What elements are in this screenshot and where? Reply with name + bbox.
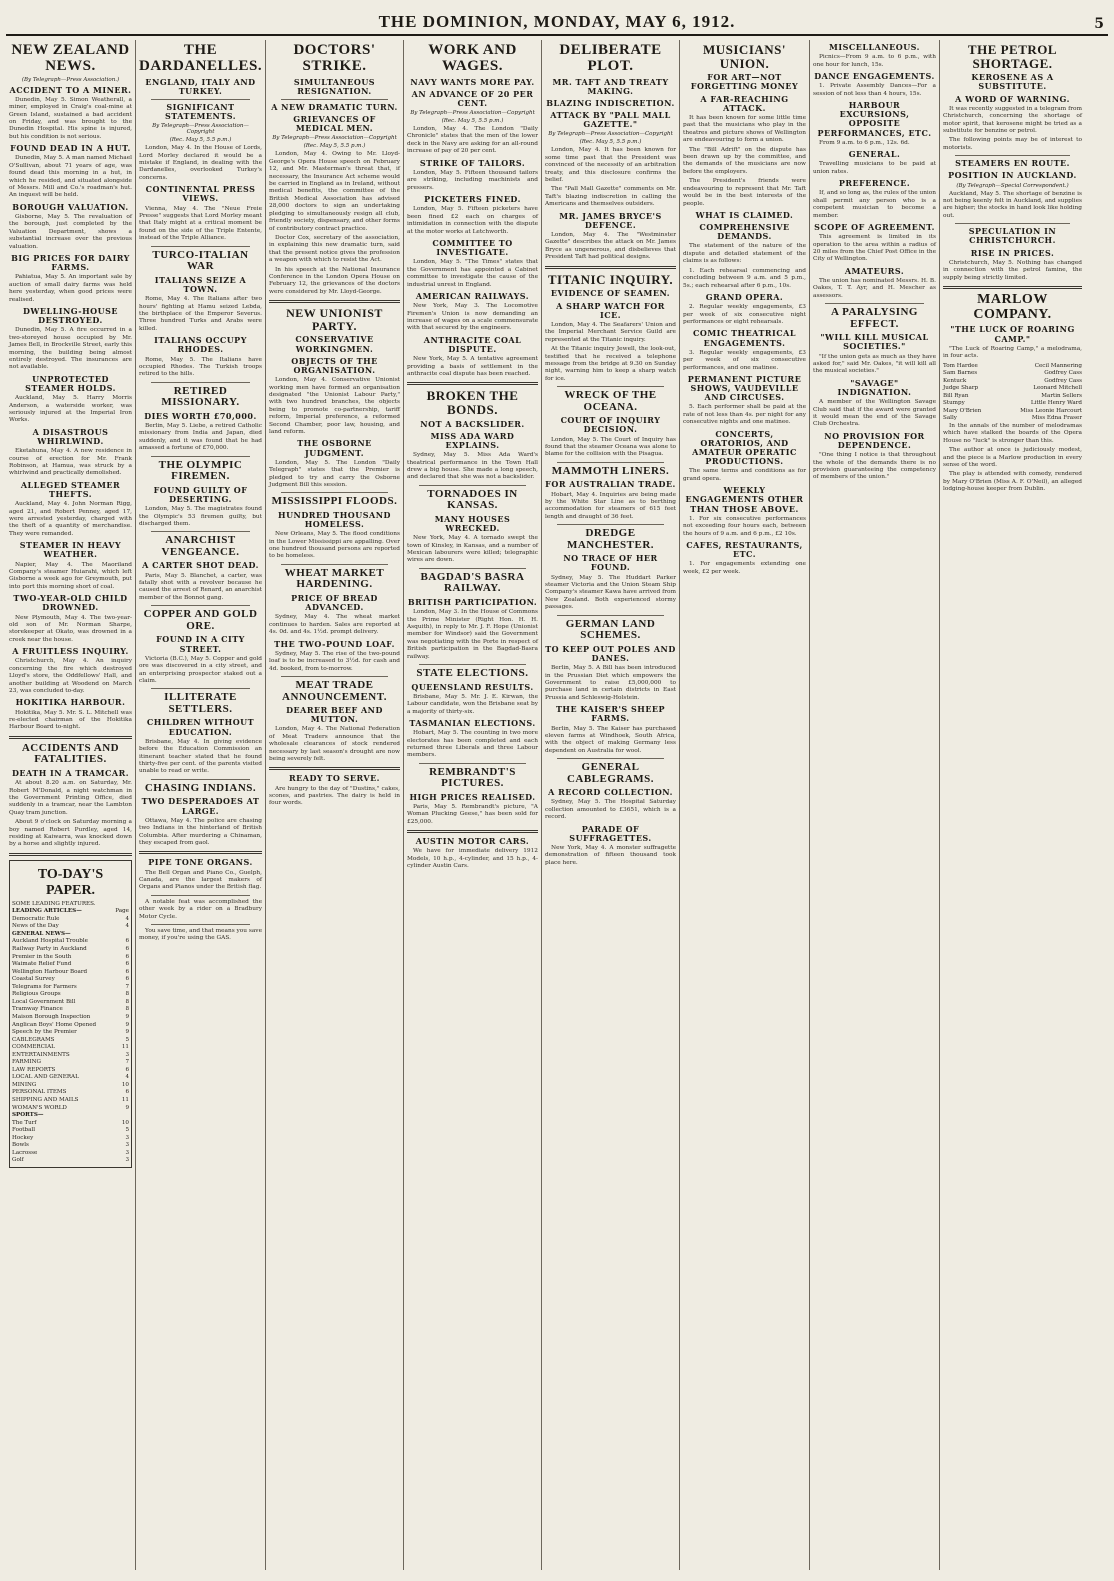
subhead: A FAR-REACHING ATTACK. bbox=[700, 93, 789, 113]
cast-list bbox=[943, 363, 1082, 423]
headline-anarchist: ANARCHIST VENGEANCE. bbox=[161, 534, 240, 558]
article-text: Hobart, May 4. Inquiries are being made by the White Star Line as to berthing accommodation for steamers of 615 feet length and draught of 36 feet. bbox=[545, 491, 676, 520]
subhead: MR. TAFT AND TREATY MAKING. bbox=[552, 76, 669, 96]
subhead: NO TRACE OF HER FOUND. bbox=[563, 553, 658, 573]
subhead: "WILL KILL MUSICAL SOCIETIES." bbox=[820, 332, 929, 352]
subhead: MISCELLANEOUS. bbox=[829, 42, 920, 52]
article-text: Pahiatua, May 5. An important sale by auction of small dairy farms was held here yesterday, when good prices were realised. bbox=[9, 274, 132, 303]
headline-accidents: ACCIDENTS AND FATALITIES. bbox=[21, 741, 120, 766]
article-text: The same terms and conditions as for grand opera. bbox=[683, 468, 806, 482]
index-row[interactable]: Telegrams for Farmers 7 bbox=[12, 983, 129, 990]
column-dardanelles bbox=[136, 40, 266, 1570]
article-text: London, May 5. The London "Daily Telegraph" states that the Premier is pledged to try and carry the Osborne Judgment Bill this session. bbox=[269, 459, 400, 488]
headline-dredge: DREDGE MANCHESTER. bbox=[566, 527, 655, 551]
index-row[interactable]: MINING 10 bbox=[12, 1081, 129, 1088]
columns bbox=[6, 40, 1108, 1570]
dateline: (Rec. May 5, 5.5 p.m.) bbox=[441, 118, 504, 125]
subhead: A DISASTROUS WHIRLWIND. bbox=[32, 426, 109, 446]
subhead: PICKETERS FINED. bbox=[424, 194, 521, 205]
subhead: BIG PRICES FOR DAIRY FARMS. bbox=[11, 252, 130, 273]
column-work-wages bbox=[404, 40, 542, 1570]
advert-heading: PIPE TONE ORGANS. bbox=[148, 857, 253, 868]
article-text: Sydney, May 5. Miss Ada Ward's theatrical performance in the Town Hall drew a big house. She made a long speech, and declared that she was not a backslider. bbox=[407, 452, 538, 481]
article-text: Hobart, May 5. The counting in two more electorates has been completed and each returned three Liberals and three Labour members. bbox=[407, 730, 538, 759]
subhead: A NEW DRAMATIC TURN. bbox=[271, 101, 398, 112]
article-text: London, May 5. Fifteen thousand tailors are striking, including machinists and pressers. bbox=[407, 169, 538, 191]
article-text: At the Titanic inquiry Jewell, the look-out, testified that he received a telephone message from the bridge at 9.30 on Sunday night, warning him to keep a sharp watch for ice. bbox=[545, 346, 676, 382]
subhead: PERMANENT PICTURE SHOWS, VAUDEVILLE AND CIRCUSES. bbox=[687, 373, 802, 403]
subhead: DANCE ENGAGEMENTS. bbox=[814, 71, 935, 81]
index-row[interactable]: CABLEGRAMS 5 bbox=[12, 1036, 129, 1043]
article-text: London, May 4. Conservative Unionist working men have formed an organisation designated "the Unionist Labour Party," with two hundred branches, the objects being to promote co-partnership, tariff reform, Imperial preference, a reformed Second Chamber, poor law, housing, and land reform. bbox=[269, 377, 400, 435]
masthead bbox=[6, 8, 1108, 36]
article-text: London, May 4. The Seafarers' Union and the Imperial Merchant Service Guild are represented at the Titanic inquiry. bbox=[545, 321, 676, 343]
article-text: 1. Each rehearsal commencing and concluding between 9 a.m. and 5 p.m., 5s.; each rehearsal after 6 p.m., 10s. bbox=[683, 267, 806, 289]
article-text: London, May 5. The magistrates found the Olympic's 53 firemen guilty, but discharged them. bbox=[139, 506, 262, 527]
headline-liners: MAMMOTH LINERS. bbox=[551, 464, 670, 477]
index-row[interactable]: Waimate Relief Fund 6 bbox=[12, 961, 129, 968]
subhead: CONSERVATIVE WORKINGMEN. bbox=[295, 334, 374, 354]
article-text: From 9 a.m. to 6 p.m., 12s. 6d. bbox=[819, 139, 910, 146]
subhead: BLAZING INDISCRETION. bbox=[546, 97, 675, 108]
subhead: WEEKLY ENGAGEMENTS OTHER THAN THOSE ABOVE. bbox=[685, 485, 804, 514]
article-text: New York, May 3. The Locomotive Firemen's Union is now demanding an increase of wages on a scale commensurate with that secured by the engineers. bbox=[407, 303, 538, 332]
article-text: Dunedin, May 5. A fire occurred in a two-storeyed house occupied by Mr. James Bell, in Brockville Street, early this morning, the building being almost entirely destroyed. The insurances are not available. bbox=[9, 327, 132, 371]
byline: By Telegraph—Press Association—Copyright bbox=[272, 135, 397, 142]
subhead: POSITION IN AUCKLAND. bbox=[948, 170, 1077, 181]
article-text: Dunedin, May 5. Simon Weatherall, a miner, employed in Craig's coal-mine at Green Island, sustained a bad accident on Friday, and was brought to the Dunedin Hospital. His spine is injured, but his condition is not serious. bbox=[9, 96, 132, 140]
advert-text: A notable feat was accomplished the other week by a rider on a Bradbury Motor Cycle. bbox=[139, 898, 262, 920]
subhead: A CARTER SHOT DEAD. bbox=[142, 560, 259, 571]
subhead: COMPREHENSIVE DEMANDS. bbox=[699, 222, 790, 242]
dateline: (Rec. May 5, 5.5 p.m.) bbox=[303, 143, 366, 150]
subhead: FOUND DEAD IN A HUT. bbox=[10, 143, 131, 154]
article-text: 1. For six consecutive performances not exceeding four hours each, between the hours of 9 a.m. and 6 p.m., £2 10s. bbox=[683, 515, 806, 537]
article-text: The following points may be of interest to motorists. bbox=[943, 137, 1082, 151]
article-text: Rome, May 5. The Italians have occupied Rhodes. The Turkish troops retired to the hills. bbox=[139, 356, 262, 378]
subhead: AMATEURS. bbox=[844, 265, 905, 276]
advert-heading: AUSTIN MOTOR CARS. bbox=[415, 836, 530, 847]
index-row[interactable]: Premier in the South 6 bbox=[12, 953, 129, 960]
headline-broken-bonds: BROKEN THE BONDS. bbox=[426, 388, 519, 417]
index-row[interactable]: Football 5 bbox=[12, 1127, 129, 1134]
subhead: QUEENSLAND RESULTS. bbox=[411, 681, 534, 692]
column-musicians-continued bbox=[810, 40, 940, 1570]
headline-meat: MEAT TRADE ANNOUNCEMENT. bbox=[282, 678, 387, 703]
article-text: The author at once is judiciously modest, and the piece is a Marlow production in every sense of the word. bbox=[943, 447, 1082, 469]
subhead: PARADE OF SUFFRAGETTES. bbox=[569, 823, 652, 843]
subhead: MANY HOUSES WRECKED. bbox=[434, 513, 511, 534]
article-text: Sydney, May 4. The wheat market continues to harden. Sales are reported at 4s. 0d. and 4s. 1½d. prompt delivery. bbox=[269, 614, 400, 636]
article-text: The union has nominated Messrs. H. B. Oakes, T. T. Ayr, and H. Mescher as assessors. bbox=[813, 277, 936, 299]
subhead: DWELLING-HOUSE DESTROYED. bbox=[22, 305, 118, 326]
column-musicians-union bbox=[680, 40, 810, 1570]
headline-deliberate-plot: DELIBERATE PLOT. bbox=[559, 42, 662, 74]
subhead: A WORD OF WARNING. bbox=[955, 93, 1070, 104]
byline: (By Telegraph—Press Association.) bbox=[21, 76, 120, 83]
cast-row: Judge Sharp Leonard Mitchell bbox=[943, 385, 1082, 392]
subhead: ACCIDENT TO A MINER. bbox=[9, 84, 132, 95]
article-text: If, and so long as, the rules of the union shall permit any person who is a competent musician to become a member. bbox=[813, 190, 937, 219]
todays-paper-title: TO-DAY'S PAPER. bbox=[37, 866, 104, 898]
headline-dardanelles: THE DARDANELLES. bbox=[139, 42, 263, 74]
index-row[interactable]: Religious Groups 8 bbox=[12, 991, 129, 998]
headline-mississippi: MISSISSIPPI FLOODS. bbox=[271, 495, 398, 508]
article-text: 1. Private Assembly Dances—For a session of not less than 4 hours, 15s. bbox=[813, 83, 936, 97]
article-text: The play is attended with comedy, rendered by Mary O'Brien (Miss A. F. O'Neil), an alleged lodging-house keeper from Dublin. bbox=[943, 471, 1082, 493]
article-text: Brisbane, May 4. In giving evidence before the Education Commission an itinerant teacher stated that he found thirty-five per cent. of the parents visited unable to read or write. bbox=[139, 738, 262, 775]
article-text: 2. Regular weekly engagements, £3 per week of six consecutive night performances or eight rehearsals. bbox=[683, 304, 806, 325]
index-row[interactable]: Lacrosse 3 bbox=[12, 1149, 129, 1156]
headline-paralysing: A PARALYSING EFFECT. bbox=[831, 306, 918, 330]
article-text: "One thing I notice is that throughout the whole of the demands there is no provision guaranteeing the competency of members of the union." bbox=[813, 452, 936, 481]
index-row[interactable]: ENTERTAINMENTS 3 bbox=[12, 1051, 129, 1058]
index-row[interactable]: PERSONAL ITEMS 6 bbox=[12, 1089, 129, 1096]
subhead: ITALIANS OCCUPY RHODES. bbox=[154, 335, 247, 355]
subhead: MR. JAMES BRYCE'S DEFENCE. bbox=[559, 210, 662, 230]
advert-heading: READY TO SERVE. bbox=[289, 773, 380, 784]
subhead: DEARER BEEF AND MUTTON. bbox=[286, 705, 383, 725]
subhead: ATTACK BY "PALL MALL GAZETTE." bbox=[550, 110, 671, 130]
index-row[interactable]: Local Government Bill 8 bbox=[12, 998, 129, 1005]
index-row[interactable]: Railway Party in Auckland 6 bbox=[12, 946, 129, 953]
article-text: New York, May 4. A tornado swept the town of Kinsley, in Kansas, and a number of Mexican labourers were killed; telegraphic wires are down. bbox=[407, 535, 538, 564]
subhead: PREFERENCE. bbox=[838, 178, 911, 189]
cast-row: Kentuck Godfrey Cass bbox=[943, 377, 1082, 384]
subhead: SIMULTANEOUS RESIGNATION. bbox=[293, 76, 376, 96]
article-text: London, May 3. In the House of Commons the Prime Minister (Right Hon. H. H. Asquith), in reply to Mr. J. F. Hope (Unionist member for Windsor) said the Government was negotiating with the Porte in respect of British participation in the Bagdad-Basra railway. bbox=[407, 609, 538, 660]
headline-state-elections: STATE ELECTIONS. bbox=[416, 667, 529, 679]
headline-bagdad: BAGDAD'S BASRA RAILWAY. bbox=[420, 570, 525, 595]
article-text: In the annals of the number of melodramas which have stalked the boards of the Opera House no "luck" is stronger than this. bbox=[943, 423, 1082, 444]
subhead: NAVY WANTS MORE PAY. bbox=[410, 76, 535, 87]
subhead: THE TWO-POUND LOAF. bbox=[274, 638, 395, 649]
subhead: ANTHRACITE COAL DISPUTE. bbox=[423, 334, 522, 354]
headline-indians: CHASING INDIANS. bbox=[144, 781, 257, 794]
subhead: TWO DESPERADOES AT LARGE. bbox=[141, 796, 260, 816]
subhead: FOR ART—NOT FORGETTING MONEY bbox=[690, 72, 799, 92]
index-row[interactable]: LOCAL AND GENERAL 4 bbox=[12, 1074, 129, 1081]
article-text: In his speech at the National Insurance Conference in the London Opera House on February 12, the grievances of the doctors were considered by Mr. Lloyd-George. bbox=[269, 266, 400, 295]
subhead: TWO-YEAR-OLD CHILD DROWNED. bbox=[13, 593, 128, 613]
article-text: About 9 o'clock on Saturday morning a boy named Robert Purdley, aged 14, residing at Kaiwarra, was knocked down by a horse and slightly injured. bbox=[9, 819, 132, 848]
subhead: "SAVAGE" INDIGNATION. bbox=[837, 377, 912, 398]
subhead: A SHARP WATCH FOR ICE. bbox=[556, 300, 665, 320]
index-row[interactable]: Auckland Hospital Trouble 6 bbox=[12, 938, 129, 945]
subhead: BRITISH PARTICIPATION. bbox=[407, 596, 538, 607]
masthead-title: THE DOMINION, MONDAY, MAY 6, 1912. bbox=[378, 12, 736, 31]
subhead: THE KAISER'S SHEEP FARMS. bbox=[555, 704, 666, 724]
index-row[interactable]: LAW REPORTS 6 bbox=[12, 1066, 129, 1073]
subhead: AN ADVANCE OF 20 PER CENT. bbox=[411, 88, 534, 108]
subhead: RISE IN PRICES. bbox=[970, 247, 1055, 258]
headline-oceana: WRECK OF THE OCEANA. bbox=[564, 389, 657, 413]
byline: By Telegraph—Press Association—Copyright bbox=[410, 110, 535, 117]
headline-musicians: MUSICIANS' UNION. bbox=[702, 42, 786, 71]
index-row[interactable]: News of the Day 4 bbox=[12, 923, 129, 930]
byline: (By Telegraph—Special Correspondent.) bbox=[956, 182, 1069, 189]
subhead: COURT OF INQUIRY DECISION. bbox=[560, 415, 661, 435]
subhead: STEAMERS EN ROUTE. bbox=[955, 158, 1070, 169]
index-row[interactable]: COMMERCIAL 11 bbox=[12, 1044, 129, 1051]
subhead: A RECORD COLLECTION. bbox=[548, 787, 673, 798]
article-text: The "Bill Adrift" on the dispute has been drawn up by the committee, and the demands of the musicians are now before the employers. bbox=[683, 146, 806, 175]
subhead: COMIC THEATRICAL ENGAGEMENTS. bbox=[692, 328, 796, 348]
subhead: HARBOUR EXCURSIONS, OPPOSITE PERFORMANCES, ETC. bbox=[817, 100, 932, 138]
article-text: Rome, May 4. The Italians after two hours' fighting at Hamu seized Lebda, the birthplace of the Emperor Severus. Three hundred Turks and Arabs were killed. bbox=[139, 296, 262, 332]
article-text: New York, May 4. A monster suffragette demonstration of fifteen thousand took place here. bbox=[545, 845, 676, 866]
article-text: Christchurch, May 4. An inquiry concerning the fire which destroyed Lloyd's store, the Oddfellows' Hall, and another building at Woodend on March 23, was concluded to-day. bbox=[9, 658, 132, 694]
article-text: It has been known for some little time past that the musicians who play in the theatres and picture shows of Wellington are endeavouring to form a union. bbox=[683, 115, 806, 144]
article-text: The "Pall Mall Gazette" comments on Mr. Taft's blazing indiscretion in calling the Americans and themselves outsiders. bbox=[545, 186, 676, 208]
article-text: Ottawa, May 4. The police are chasing two Indians in the hinterland of British Columbia. After murdering a Chinaman, they escaped from gaol. bbox=[139, 817, 262, 847]
headline-work-wages: WORK AND WAGES. bbox=[428, 42, 517, 74]
subhead: MISS ADA WARD EXPLAINS. bbox=[430, 430, 515, 450]
subhead: KEROSENE AS A SUBSTITUTE. bbox=[971, 72, 1054, 92]
index-row[interactable]: Golf 3 bbox=[12, 1157, 129, 1164]
subhead: SCOPE OF AGREEMENT. bbox=[814, 221, 935, 232]
article-text: Berlin, May 5. The Kaiser has purchased eleven farms at Windhoek, South Africa, with the object of making Germany less dependent on Australia for wool. bbox=[545, 725, 676, 754]
advert-text: We have for immediate delivery 1912 Models, 10 h.p., 4-cylinder, and 15 h.p., 4-cylinder Austin Cars. bbox=[407, 848, 538, 870]
article-text: Picnics—From 9 a.m. to 6 p.m., with one hour for lunch, 15s. bbox=[813, 54, 936, 68]
subhead: TO KEEP OUT POLES AND DANES. bbox=[545, 643, 676, 663]
article-text: Christchurch, May 5. Nothing has changed in connection with the petrol famine, the supply being strictly limited. bbox=[943, 259, 1082, 281]
article-text: Eketahuna, May 4. A new residence in course of erection for Mr. Frank Robinson, at Hamua, was struck by a whirlwind and practically demolished. bbox=[9, 448, 132, 477]
cast-row: Bill Ryan Martin Sellers bbox=[943, 392, 1082, 399]
headline-nz-news: NEW ZEALAND NEWS. bbox=[11, 42, 130, 74]
article-text: London, May 5. "The Times" states that the Government has appointed a Cabinet committee to investigate the cause of the industrial unrest in England. bbox=[407, 259, 538, 288]
article-text: New Plymouth, May 4. The two-year-old son of Mr. Norman Sharpe, storekeeper at Okato, was drowned in a creek near the house. bbox=[9, 614, 132, 643]
subhead: CONTINENTAL PRESS VIEWS. bbox=[145, 184, 256, 204]
article-text: Sydney, May 5. The Huddart Parker steamer Victoria and the Union Steam Ship Company's steamer Kawa have arrived from New Zealand. Both experienced stormy passages. bbox=[545, 574, 676, 611]
article-text: 5. Each performer shall be paid at the rate of not less than 4s. per night for any consecutive nights and one matinee. bbox=[683, 404, 806, 426]
headline-missionary: RETIRED MISSIONARY. bbox=[161, 384, 240, 409]
article-text: The President's friends were endeavouring to represent that Mr. Taft would be in the best interests of the people. bbox=[683, 178, 806, 207]
headline-copper: COPPER AND GOLD ORE. bbox=[143, 608, 258, 632]
article-text: Brisbane, May 5. Mr. J. E. Kirwan, the Labour candidate, won the Brisbane seat by a majority of thirty-six. bbox=[407, 693, 538, 715]
headline-olympic: THE OLYMPIC FIREMEN. bbox=[158, 458, 243, 483]
article-text: Sydney, May 5. The Hospital Saturday collection amounted to £3651, which is a record. bbox=[545, 799, 676, 821]
column-deliberate-plot bbox=[542, 40, 680, 1570]
headline-petrol: THE PETROL SHORTAGE. bbox=[967, 42, 1058, 71]
article-text: London, May 4. It has been known for some time past that the President was convinced of the necessity of an arbitration treaty, and this disclosure confirms the belief. bbox=[545, 147, 676, 184]
subhead: HOKITIKA HARBOUR. bbox=[15, 697, 126, 708]
article-text: London, May 4. Owing to Mr. Lloyd-George's Opera House speech on February 12, and Mr. Masterman's threat that, if necessary, the Insurance Act scheme would be carried in England as in Ireland, without medical benefits, the committee of the British Medical Association has advised 28,000 doctors to sign an undertaking pledging to simultaneously resign all club, friendly society, dispensary, and other forms of contributory contract practice. bbox=[269, 151, 400, 232]
subhead: CONCERTS, ORATORIOS, AND AMATEUR OPERATIC PRODUCTIONS. bbox=[692, 428, 797, 467]
todays-paper-subtitle: SOME LEADING FEATURES. bbox=[12, 900, 96, 907]
byline: By Telegraph—Press Association—Copyright bbox=[548, 131, 673, 138]
subhead: CHILDREN WITHOUT EDUCATION. bbox=[146, 717, 255, 737]
article-text: Victoria (B.C.), May 5. Copper and gold ore was discovered in a city street, and an enterprising prospector staked out a claim. bbox=[139, 655, 262, 684]
headline-tornadoes: TORNADOES IN KANSAS. bbox=[427, 487, 518, 512]
subhead: STRIKE OF TAILORS. bbox=[419, 157, 526, 168]
subhead: SIGNIFICANT STATEMENTS. bbox=[164, 101, 237, 122]
article-text: Napier, May 4. The Maoriland Company's steamer Huiarahi, which left Gisborne a week ago for Greymouth, put into port this morning short of coal. bbox=[9, 561, 132, 590]
subhead: FOUND GUILTY OF DESERTING. bbox=[153, 484, 248, 504]
headline-doctors-strike: DOCTORS' STRIKE. bbox=[293, 42, 376, 74]
article-text: Dunedin, May 5. A man named Michael O'Sullivan, about 71 years of age, was found dead this morning in a hut, in which he resided, and situated alongside of Messrs. Mill and Co.'s roadman's hut. An inquest will be held. bbox=[9, 155, 132, 199]
index-row[interactable]: The Turf 10 bbox=[12, 1119, 129, 1126]
index-row[interactable]: Anglican Boys' Home Opened 9 bbox=[12, 1021, 129, 1028]
subhead: WHAT IS CLAIMED. bbox=[695, 209, 794, 220]
index-row[interactable]: Coastal Survey 6 bbox=[12, 976, 129, 983]
article-text: New York, May 5. A tentative agreement providing a basis of settlement in the anthracite coal dispute has been reached. bbox=[407, 356, 538, 377]
subhead: GRIEVANCES OF MEDICAL MEN. bbox=[293, 114, 376, 134]
advert-text: The Bell Organ and Piano Co., Guelph, Canada, are the largest makers of Organs and Pianos under the British flag. bbox=[139, 869, 262, 891]
article-text: Paris, May 5. Blanchet, a carter, was fatally shot with a revolver because he caused the arrest of Renard, an anarchist member of the Bonnot gang. bbox=[139, 572, 262, 601]
subhead: UNPROTECTED STEAMER HOLDS. bbox=[25, 373, 116, 393]
article-text: London, May 5. The Court of Inquiry has found that the steamer Oceana was alone to blame for the collision with the Pisagua. bbox=[545, 436, 676, 458]
article-text: London, May 5. Fifteen picketers have been fined £2 each on charges of intimidation in connection with the dispute at the motor works at Letchworth. bbox=[407, 206, 538, 235]
headline-cablegrams: GENERAL CABLEGRAMS. bbox=[566, 761, 655, 785]
cast-row: Sally Miss Edna Fraser bbox=[943, 415, 1082, 422]
headline-titanic: TITANIC INQUIRY. bbox=[547, 271, 674, 287]
article-text: London, May 4. In the House of Lords, Lord Morley declared it would be a mistake if England, in dealing with the Dardanelles, overlooked Turkey's concerns. bbox=[139, 145, 262, 181]
article-text: At about 8.20 a.m. on Saturday, Mr. Robert M'Donald, a night watchman in the Government Printing Office, died suddenly in a tramcar, near the Lambton Quay tram junction. bbox=[9, 780, 132, 816]
cast-row: Sam Barnes Godfrey Cass bbox=[943, 370, 1082, 377]
subhead: OBJECTS OF THE ORGANISATION. bbox=[291, 355, 378, 375]
index-row[interactable]: Maison Borough Inspection 9 bbox=[12, 1013, 129, 1020]
subhead: A FRUITLESS INQUIRY. bbox=[12, 646, 129, 657]
todays-paper-index: TO-DAY'S PAPER. SOME LEADING FEATURES. LEADING ARTICLES— Page Democratic Rule 4 News of the Day 4 GENERAL NEWS— Auckland Hospital Trouble 6 Railway Party in Auckland 6 Premier in the South 6 Waimate Relief Fund 6 Wellington Harbour Board 6 Coastal Survey 6 Telegrams for Farmers 7 Religious Groups 8 Local Government Bill 8 Tramway Finance 8 Maison Borough Inspection 9 Anglican Boys' Home Opened 9 Speech by the Premier 9 CABLEGRAMS 5 COMMERCIAL 11 ENTERTAINMENTS 3 FARMING 7 LAW REPORTS 6 LOCAL AND GENERAL 4 MINING 10 PERSONAL ITEMS 6 SHIPPING AND MAILS 11 WOMAN'S WORLD 9 SPORTS— The Turf 10 Football 5 Hockey 3 Bowls 3 Lacrosse 3 Golf 3 bbox=[9, 860, 132, 1168]
subhead: ENGLAND, ITALY AND TURKEY. bbox=[145, 76, 256, 96]
subhead: FOUND IN A CITY STREET. bbox=[156, 634, 245, 654]
subhead: CAFES, RESTAURANTS, ETC. bbox=[686, 540, 803, 560]
index-row[interactable]: Wellington Harbour Board 6 bbox=[12, 968, 129, 975]
article-text: It was recently suggested in a telegram from Christchurch, concerning the shortage of motor spirit, that kerosene might be tried as a substitute for benzine or petrol. bbox=[943, 105, 1082, 135]
article-text: Berlin, May 5. Liebe, a retired Catholic missionary from India and Japan, died suddenly, and it was found that he had amassed a fortune of £70,000. bbox=[139, 423, 262, 452]
article-text: London, May 4. The National Federation of Meat Traders announce that the wholesale clearances of stock rendered necessary by last season's drought are now being severely felt. bbox=[269, 726, 400, 763]
subhead: FOR AUSTRALIAN TRADE. bbox=[545, 479, 676, 490]
article-text: "If the union gets as much as they have asked for," said Mr. Oakes, "it will kill all the musical societies." bbox=[813, 353, 936, 375]
index-row[interactable]: FARMING 7 bbox=[12, 1059, 129, 1066]
column-doctors-strike bbox=[266, 40, 404, 1570]
article-text: Vienna, May 4. The "Neue Freie Presse" suggests that Lord Morley meant that Italy might at a critical moment be found on the side of the Triple Entente, instead of the Triple Alliance. bbox=[139, 205, 262, 242]
subhead: DIES WORTH £70,000. bbox=[144, 410, 257, 421]
headline-wheat: WHEAT MARKET HARDENING. bbox=[284, 566, 385, 591]
article-text: 1. For engagements extending one week, £2 per week. bbox=[683, 561, 806, 575]
article-text: Hokitika, May 5. Mr. S. L. Mitchell was re-elected chairman of the Hokitika Harbour Board to-night. bbox=[9, 709, 132, 731]
index-row[interactable]: Speech by the Premier 9 bbox=[12, 1029, 129, 1036]
subhead: NO PROVISION FOR DEPENDENCE. bbox=[824, 430, 925, 451]
subhead: PRICE OF BREAD ADVANCED. bbox=[291, 592, 378, 613]
article-text: Auckland, May 5. The shortage of benzine is not being keenly felt in Auckland, and supplies are higher; the stocks in hand look like holding out. bbox=[943, 190, 1082, 219]
cast-row: Stumpy Little Henry Ward bbox=[943, 400, 1082, 407]
cast-row: Tom Hardee Cecil Mannering bbox=[943, 362, 1082, 369]
article-text: Travelling musicians to be paid at union rates. bbox=[813, 161, 936, 175]
subhead: HIGH PRICES REALISED. bbox=[409, 791, 536, 802]
article-text: Doctor Cox, secretary of the association, in explaining this new dramatic turn, said that the present notice gives the profession a weapon with which to resist the Act. bbox=[269, 234, 400, 264]
headline-unionist: NEW UNIONIST PARTY. bbox=[286, 306, 383, 333]
article-text: A member of the Wellington Savage Club said that if the award were granted it would mean the end of the Savage Club Orchestra. bbox=[813, 399, 936, 428]
article-text: 3. Regular weekly engagements, £3 per week of six consecutive performances, and one matinee. bbox=[683, 349, 806, 371]
headline-german-land: GERMAN LAND SCHEMES. bbox=[565, 617, 656, 642]
subhead: NOT A BACKSLIDER. bbox=[420, 418, 525, 429]
subhead: ALLEGED STEAMER THEFTS. bbox=[20, 479, 121, 499]
article-text: Paris, May 5. Rembrandt's picture, "A Woman Plucking Geese," has been sold for £25,000. bbox=[407, 804, 538, 825]
article-text: Gisborne, May 5. The revaluation of the borough, just completed by the Valuation Department, shows a substantial increase over the previous valuation. bbox=[9, 213, 132, 250]
subhead: EVIDENCE OF SEAMEN. bbox=[550, 288, 671, 299]
column-nz-news bbox=[6, 40, 136, 1570]
subhead: GRAND OPERA. bbox=[705, 291, 784, 302]
subhead: THE OSBORNE JUDGMENT. bbox=[297, 438, 372, 458]
headline-settlers: ILLITERATE SETTLERS. bbox=[164, 691, 237, 715]
article-text: Sydney, May 5. The rise of the two-pound loaf is to be increased to 3½d. for cash and 4d. booked, from to-morrow. bbox=[269, 650, 400, 672]
dateline: (Rec. May 5, 5.5 p.m.) bbox=[579, 139, 642, 146]
subhead: HUNDRED THOUSAND HOMELESS. bbox=[278, 509, 391, 530]
article-text: Auckland, May 4. John Norman Rigg, aged 21, and Robert Penney, aged 17, were arrested yesterday, charged with the theft of a quantity of merchandise. They were remanded. bbox=[9, 501, 132, 537]
article-text: The statement of the nature of the dispute and detailed statement of the claims is as follows: bbox=[683, 243, 806, 265]
subhead: TASMANIAN ELECTIONS. bbox=[409, 717, 536, 728]
headline-turco-italian: TURCO-ITALIAN WAR bbox=[152, 248, 249, 273]
article-text: "The Luck of Roaring Camp," a melodrama, in four acts. bbox=[943, 345, 1082, 360]
article-text: Berlin, May 5. A Bill has been introduced in the Prussian Diet which empowers the Government to raise £5,000,000 to purchase land in certain districts in East Prussia and Schleswig-Holstein. bbox=[545, 665, 676, 701]
cast-row: Mary O'Brien Miss Leonie Harcourt bbox=[943, 407, 1082, 414]
index-row[interactable]: Hockey 3 bbox=[12, 1134, 129, 1141]
advert-text: You save time, and that means you save money, if you're using the GAS. bbox=[139, 928, 263, 942]
subhead: AMERICAN RAILWAYS. bbox=[415, 290, 530, 301]
dateline: (Rec. May 5, 5.5 p.m.) bbox=[169, 137, 232, 144]
subhead: BOROUGH VALUATION. bbox=[12, 201, 129, 212]
subhead: SPECULATION IN CHRISTCHURCH. bbox=[968, 226, 1057, 246]
article-text: This agreement is limited in its operation to the area within a radius of 20 miles from the Chief Post Office in the City of Wellington. bbox=[813, 234, 936, 263]
subhead: DEATH IN A TRAMCAR. bbox=[11, 767, 130, 778]
subhead: COMMITTEE TO INVESTIGATE. bbox=[432, 237, 513, 258]
article-text: New Orleans, May 5. The flood conditions in the Lower Mississippi are appalling. Over one hundred thousand persons are reported to be homeless. bbox=[269, 531, 400, 560]
headline-marlow: MARLOW COMPANY. bbox=[973, 292, 1052, 322]
article-text: London, May 4. The London "Daily Chronicle" states that the men of the lower deck in the Navy are asking for an all-round increase of pay of 20 per cent. bbox=[407, 126, 538, 155]
subhead: "THE LUCK OF ROARING CAMP." bbox=[950, 324, 1075, 344]
index-row[interactable]: Bowls 3 bbox=[12, 1142, 129, 1149]
index-row[interactable]: Tramway Finance 8 bbox=[12, 1006, 129, 1013]
subhead: STEAMER IN HEAVY WEATHER. bbox=[19, 540, 122, 560]
article-text: Auckland, May 5. Harry Morris Anderson, a waterside worker, was seriously injured at the Imperial Iron Works. bbox=[9, 395, 132, 424]
subhead: GENERAL. bbox=[848, 149, 901, 160]
page-number: 5 bbox=[1094, 16, 1104, 32]
advert-text: Are hungry to the day of "Dustins," cakes, scones, and pastries. The dairy is held in four words. bbox=[269, 785, 400, 807]
index-row[interactable]: Democratic Rule 4 bbox=[12, 915, 129, 922]
column-petrol-shortage bbox=[940, 40, 1085, 1570]
subhead: ITALIANS SEIZE A TOWN. bbox=[154, 274, 247, 294]
article-text: London, May 4. The "Westminster Gazette" describes the attack on Mr. James Bryce as ungenerous, and disbelieves that President Taft had political designs. bbox=[545, 232, 676, 261]
index-row[interactable]: SHIPPING AND MAILS 11 bbox=[12, 1096, 129, 1103]
index-row[interactable]: WOMAN'S WORLD 9 bbox=[12, 1104, 129, 1111]
headline-rembrandt: REMBRANDT'S PICTURES. bbox=[429, 765, 516, 790]
byline: By Telegraph—Press Association—Copyright bbox=[152, 123, 249, 136]
